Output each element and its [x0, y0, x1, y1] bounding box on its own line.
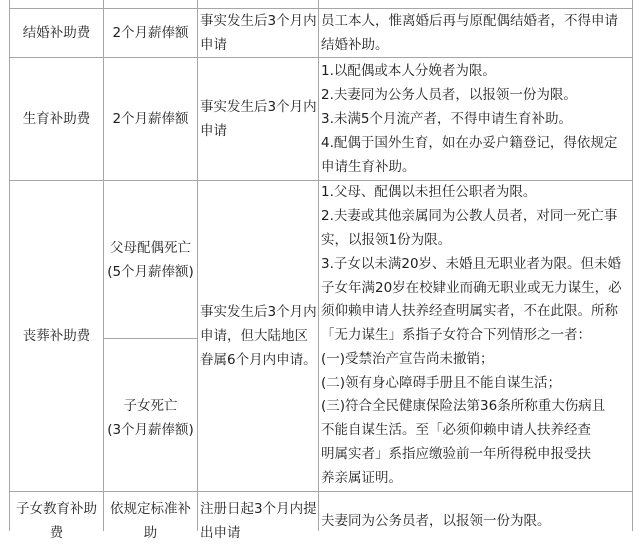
note-line: 1.父母、配偶以未担任公职者为限。 — [321, 184, 537, 201]
marriage-amount-cell — [103, 8, 198, 58]
note-line: 明属实者」系指应缴验前一年所得税申报受扶 — [321, 446, 591, 463]
childbirth-item-cell — [9, 57, 104, 181]
marriage-deadline-cell — [197, 8, 319, 58]
funeral-notes-cell — [318, 180, 633, 492]
deadline-line: 事实发生后3个月内 — [200, 99, 317, 115]
education-deadline-cell — [197, 491, 319, 541]
childbirth-deadline-cell — [197, 57, 319, 181]
item-name: 丧葬补助费 — [22, 328, 91, 344]
amount-text: (3个月薪俸额) — [107, 422, 194, 438]
note-line: 不能自谋生活。至「必须仰赖申请人扶养经查 — [321, 422, 591, 439]
note-line: (三)符合全民健康保险法第36条所称重大伤病且 — [321, 398, 606, 415]
funeral-deadline-cell — [197, 180, 319, 492]
item-name: 结婚补助费 — [22, 25, 91, 41]
education-notes-cell — [318, 491, 633, 531]
note-line: 养亲属证明。 — [321, 469, 402, 486]
funeral-amount-child-cell — [103, 338, 198, 492]
amount-text: (5个月薪俸额) — [107, 263, 194, 280]
amount-text: 父母配偶死亡 — [110, 239, 191, 256]
note-line: 3.子女以未满20岁、未婚且无职业者为限。但未婚 — [321, 255, 622, 272]
deadline-line: 事实发生后3个月内 — [200, 13, 317, 29]
amount-text: 依规定标准补 — [110, 501, 191, 517]
deadline-line: 注册日起3个月内提 — [200, 501, 317, 517]
childbirth-notes-cell — [318, 57, 633, 181]
deadline-line: 出申请 — [200, 525, 241, 541]
amount-text: 2个月薪俸额 — [112, 25, 189, 41]
note-line: (二)领有身心障碍手册且不能自谋生活； — [321, 374, 562, 391]
education-amount-cell — [103, 491, 198, 541]
item-name: 生育补助费 — [22, 111, 91, 127]
marriage-item-cell — [9, 8, 104, 58]
marriage-notes-cell — [318, 8, 633, 58]
note-line: 3.未满5个月流产者，不得申请生育补助。 — [321, 111, 572, 127]
note-line: 2.夫妻或其他亲属同为公教人员者，对同一死亡事 — [321, 208, 618, 225]
note-line: 「无力谋生」系指子女符合下列情形之一者： — [321, 327, 591, 344]
item-name: 费 — [49, 525, 64, 541]
note-line: 子女年满20岁在校肄业而确无职业或无力谋生，必 — [321, 279, 622, 296]
deadline-line: 申请，但大陆地区 — [200, 328, 308, 344]
note-line: 2.夫妻同为公务人员者，以报领一份为限。 — [321, 87, 577, 103]
note-line: 4.配偶于国外生育，如在办妥户籍登记，得依规定 — [321, 135, 618, 151]
note-line: 实，以报领1份为限。 — [321, 231, 452, 248]
funeral-item-cell — [9, 180, 104, 492]
amount-text: 子女死亡 — [123, 398, 178, 414]
deadline-line: 眷属6个月内申请。 — [200, 352, 317, 368]
item-name: 子女教育补助 — [16, 501, 97, 517]
amount-text: 2个月薪俸额 — [112, 111, 189, 127]
note-line: 1.以配偶或本人分娩者为限。 — [321, 63, 496, 79]
amount-text: 助 — [143, 525, 158, 541]
note-line: 员工本人，惟离婚后再与原配偶结婚者，不得申请 — [321, 13, 618, 29]
childbirth-amount-cell — [103, 57, 198, 181]
note-line: 申请生育补助。 — [321, 159, 416, 175]
note-line: (一)受禁治产宣告尚未撤销； — [321, 350, 494, 367]
note-line: 结婚补助。 — [321, 37, 389, 53]
education-item-cell — [9, 491, 104, 541]
deadline-line: 申请 — [200, 37, 227, 53]
funeral-amount-parent-cell — [103, 180, 198, 339]
deadline-line: 事实发生后3个月内 — [200, 304, 317, 320]
note-line: 夫妻同为公务员者，以报领一份为限。 — [321, 513, 551, 529]
note-line: 须仰赖申请人扶养经查明属实者，不在此限。所称 — [321, 303, 618, 320]
deadline-line: 申请 — [200, 123, 227, 139]
